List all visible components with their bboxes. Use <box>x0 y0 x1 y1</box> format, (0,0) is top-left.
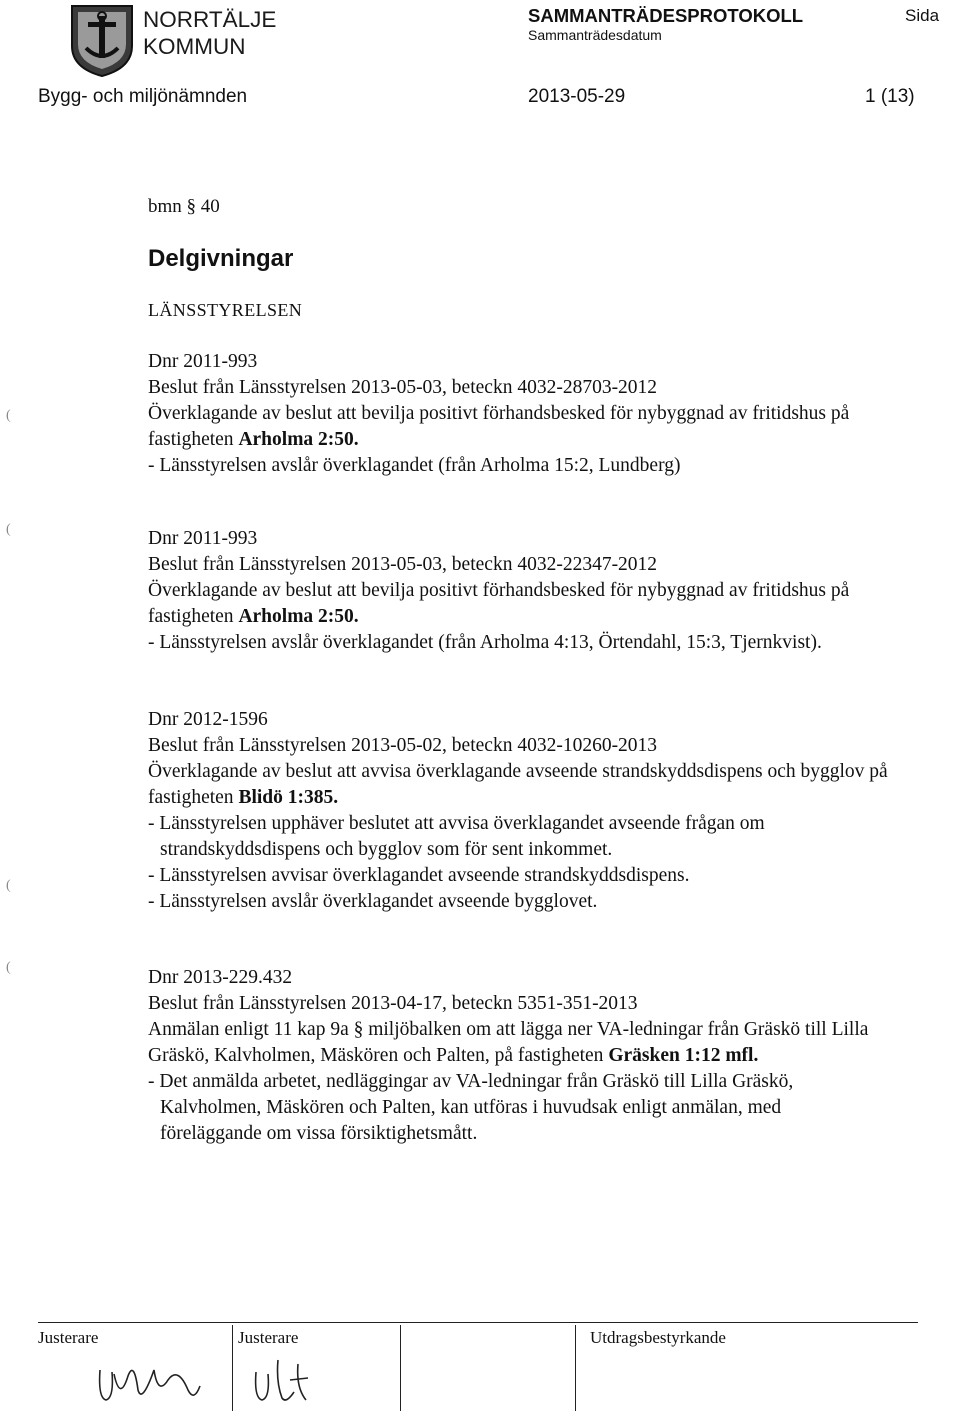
item-dnr: Dnr 2011-993 <box>148 528 258 549</box>
item-property-line <box>148 429 359 451</box>
footer-rule <box>38 1322 918 1323</box>
item-dnr: Dnr 2011-993 <box>148 351 258 372</box>
item-dnr: Dnr 2012-1596 <box>148 709 268 730</box>
property-prefix: Gräskö, Kalvholmen, Mäskören och Palten, på fastigheten <box>148 1045 609 1066</box>
item-outcome: - Länsstyrelsen avslår överklagandet (från Arholma 4:13, Örtendahl, 15:3, Tjernkvist). <box>148 632 822 653</box>
footer-justerare-2: Justerare <box>238 1328 299 1347</box>
organization-name <box>143 6 276 60</box>
item-outcome: - Länsstyrelsen avslår överklagandet avseende bygglovet. <box>148 891 598 912</box>
item-decision: Beslut från Länsstyrelsen 2013-05-03, beteckn 4032-28703-2012 <box>148 377 658 398</box>
item-outcome: strandskyddsdispens och bygglov som för sent inkommet. <box>160 839 613 860</box>
scan-margin-mark: ( <box>6 960 11 975</box>
protocol-title: SAMMANTRÄDESPROTOKOLL <box>528 5 804 26</box>
footer-divider <box>575 1325 576 1411</box>
page-label: Sida <box>905 6 940 25</box>
item-outcome: - Länsstyrelsen avslår överklagandet (från Arholma 15:2, Lundberg) <box>148 455 681 476</box>
item-property-line <box>148 606 359 628</box>
org-line-2: KOMMUN <box>143 34 246 59</box>
footer-divider <box>232 1325 233 1411</box>
item-outcome: - Länsstyrelsen avvisar överklagandet avseende strandskyddsdispens. <box>148 865 690 886</box>
scan-margin-mark: ( <box>6 408 11 423</box>
item-outcome: föreläggande om vissa försiktighetsmått. <box>160 1123 478 1144</box>
signature-2 <box>250 1352 330 1410</box>
property-prefix: fastigheten <box>148 429 239 450</box>
protocol-subtitle: Sammanträdesdatum <box>528 27 662 43</box>
paragraph-number: bmn § 40 <box>148 196 220 217</box>
item-notice: Anmälan enligt 11 kap 9a § miljöbalken om att lägga ner VA-ledningar från Gräskö till Lilla <box>148 1019 869 1040</box>
property-designation: Blidö 1:385. <box>238 787 339 808</box>
scan-margin-mark: ( <box>6 878 11 893</box>
page-number: 1 (13) <box>865 86 915 107</box>
agency-heading: LÄNSSTYRELSEN <box>148 300 303 320</box>
item-outcome: Kalvholmen, Mäskören och Palten, kan utföras i huvudsak enligt anmälan, med <box>160 1097 782 1118</box>
signature-1 <box>92 1350 207 1410</box>
footer-divider <box>400 1325 401 1411</box>
property-designation: Gräsken 1:12 mfl. <box>608 1045 759 1066</box>
item-decision: Beslut från Länsstyrelsen 2013-05-03, beteckn 4032-22347-2012 <box>148 554 658 575</box>
meeting-date: 2013-05-29 <box>528 86 626 107</box>
property-prefix: fastigheten <box>148 787 239 808</box>
item-appeal: Överklagande av beslut att bevilja positivt förhandsbesked för nybyggnad av fritidshus på <box>148 580 850 601</box>
item-outcome: - Det anmälda arbetet, nedläggingar av VA-ledningar från Gräskö till Lilla Gräskö, <box>148 1071 794 1092</box>
item-property-line <box>148 787 338 809</box>
item-dnr: Dnr 2013-229.432 <box>148 967 293 988</box>
item-property-line <box>148 1045 758 1067</box>
footer-justerare-1: Justerare <box>38 1328 99 1347</box>
item-outcome: - Länsstyrelsen upphäver beslutet att avvisa överklagandet avseende frågan om <box>148 813 765 834</box>
section-heading: Delgivningar <box>148 245 294 272</box>
item-appeal: Överklagande av beslut att bevilja positivt förhandsbesked för nybyggnad av fritidshus på <box>148 403 850 424</box>
item-decision: Beslut från Länsstyrelsen 2013-05-02, beteckn 4032-10260-2013 <box>148 735 658 756</box>
municipality-crest-logo <box>68 2 136 78</box>
item-appeal: Överklagande av beslut att avvisa överklagande avseende strandskyddsdispens och bygglov på <box>148 761 888 782</box>
scan-margin-mark: ( <box>6 522 11 537</box>
org-line-1: NORRTÄLJE <box>143 7 277 32</box>
property-prefix: fastigheten <box>148 606 239 627</box>
item-decision: Beslut från Länsstyrelsen 2013-04-17, beteckn 5351-351-2013 <box>148 993 638 1014</box>
property-designation: Arholma 2:50. <box>238 429 359 450</box>
footer-utdragsbestyrkande: Utdragsbestyrkande <box>590 1328 726 1347</box>
department-name: Bygg- och miljönämnden <box>38 86 248 107</box>
property-designation: Arholma 2:50. <box>238 606 359 627</box>
